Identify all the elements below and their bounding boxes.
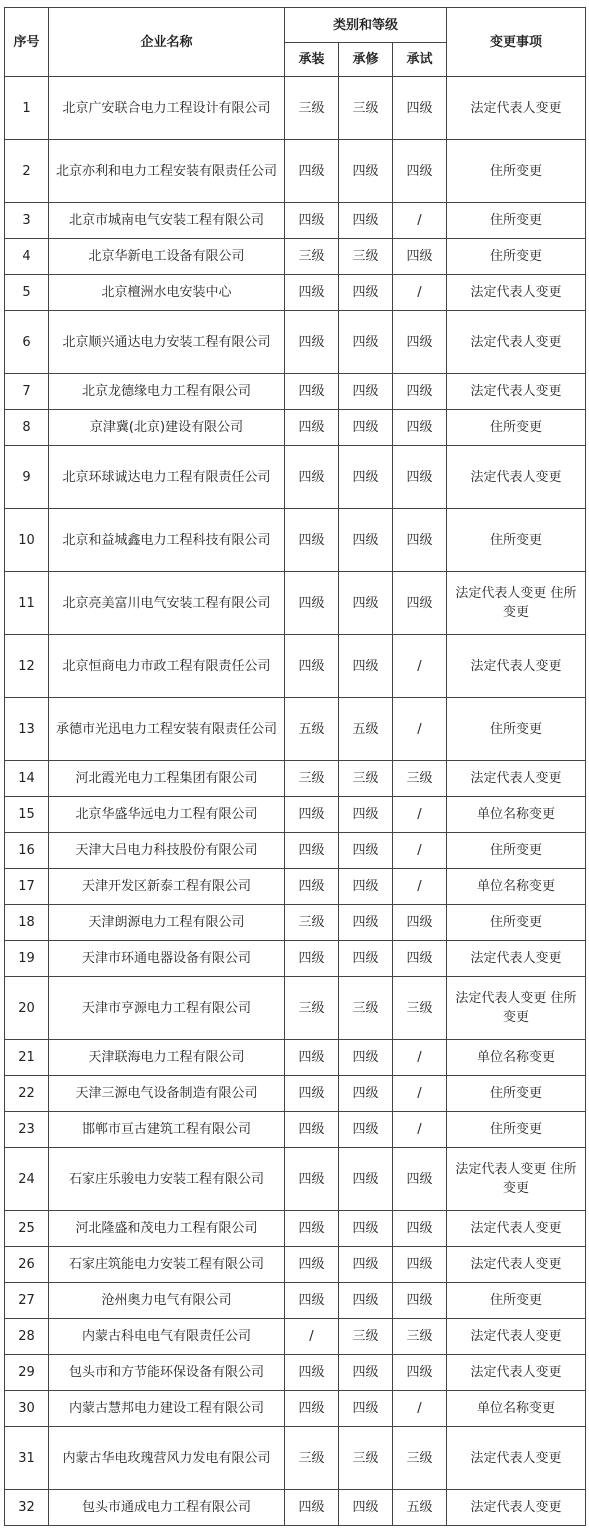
cell-repair: 四级 xyxy=(339,140,393,203)
table-row xyxy=(5,410,586,446)
cell-install: 四级 xyxy=(285,1076,339,1112)
table-row xyxy=(5,761,586,797)
table-row xyxy=(5,1148,586,1211)
cell-company: 天津三源电气设备制造有限公司 xyxy=(49,1076,285,1112)
cell-repair: 四级 xyxy=(339,572,393,635)
cell-repair: 四级 xyxy=(339,1490,393,1526)
header-test: 承试 xyxy=(393,43,447,77)
cell-install: 四级 xyxy=(285,1283,339,1319)
table-row xyxy=(5,1040,586,1076)
cell-company: 包头市和方节能环保设备有限公司 xyxy=(49,1355,285,1391)
cell-company: 北京恒商电力市政工程有限责任公司 xyxy=(49,635,285,698)
cell-no: 32 xyxy=(5,1490,49,1526)
cell-test: 四级 xyxy=(393,374,447,410)
cell-no: 2 xyxy=(5,140,49,203)
cell-install: 四级 xyxy=(285,635,339,698)
table-row xyxy=(5,905,586,941)
cell-repair: 四级 xyxy=(339,410,393,446)
cell-install: 四级 xyxy=(285,941,339,977)
cell-change: 单位名称变更 xyxy=(447,869,586,905)
cell-no: 7 xyxy=(5,374,49,410)
cell-no: 9 xyxy=(5,446,49,509)
cell-repair: 四级 xyxy=(339,1355,393,1391)
cell-test: 四级 xyxy=(393,509,447,572)
table-row xyxy=(5,698,586,761)
cell-install: 三级 xyxy=(285,239,339,275)
table-row xyxy=(5,941,586,977)
cell-repair: 四级 xyxy=(339,797,393,833)
cell-test: 四级 xyxy=(393,1247,447,1283)
cell-test: 四级 xyxy=(393,1283,447,1319)
cell-change: 住所变更 xyxy=(447,1112,586,1148)
cell-company: 北京亦利和电力工程安装有限责任公司 xyxy=(49,140,285,203)
cell-company: 内蒙古科电电气有限责任公司 xyxy=(49,1319,285,1355)
cell-company: 北京和益城鑫电力工程科技有限公司 xyxy=(49,509,285,572)
cell-no: 30 xyxy=(5,1391,49,1427)
table-row xyxy=(5,1490,586,1526)
cell-repair: 三级 xyxy=(339,977,393,1040)
cell-no: 25 xyxy=(5,1211,49,1247)
cell-change: 法定代表人变更 住所变更 xyxy=(447,977,586,1040)
table-row xyxy=(5,1283,586,1319)
cell-repair: 四级 xyxy=(339,1211,393,1247)
cell-install: 三级 xyxy=(285,1427,339,1490)
cell-change: 法定代表人变更 xyxy=(447,1319,586,1355)
cell-no: 19 xyxy=(5,941,49,977)
cell-change: 住所变更 xyxy=(447,1076,586,1112)
cell-test: / xyxy=(393,698,447,761)
cell-repair: 四级 xyxy=(339,905,393,941)
cell-repair: 五级 xyxy=(339,698,393,761)
cell-test: / xyxy=(393,797,447,833)
cell-install: 三级 xyxy=(285,761,339,797)
cell-no: 16 xyxy=(5,833,49,869)
header-no: 序号 xyxy=(5,8,49,77)
cell-test: 四级 xyxy=(393,446,447,509)
cell-repair: 三级 xyxy=(339,239,393,275)
cell-change: 法定代表人变更 xyxy=(447,1490,586,1526)
cell-install: 四级 xyxy=(285,833,339,869)
cell-company: 石家庄乐骏电力安装工程有限公司 xyxy=(49,1148,285,1211)
cell-no: 5 xyxy=(5,275,49,311)
cell-test: / xyxy=(393,1076,447,1112)
table-row xyxy=(5,1211,586,1247)
qualification-change-table xyxy=(4,7,586,1526)
cell-change: 法定代表人变更 xyxy=(447,1355,586,1391)
header-category-group: 类别和等级 xyxy=(285,8,447,43)
cell-test: 五级 xyxy=(393,1490,447,1526)
cell-install: 三级 xyxy=(285,905,339,941)
cell-no: 13 xyxy=(5,698,49,761)
table-row xyxy=(5,833,586,869)
cell-no: 1 xyxy=(5,77,49,140)
table-row xyxy=(5,1391,586,1427)
cell-change: 法定代表人变更 住所变更 xyxy=(447,572,586,635)
cell-install: 四级 xyxy=(285,509,339,572)
cell-change: 住所变更 xyxy=(447,833,586,869)
cell-company: 承德市光迅电力工程安装有限责任公司 xyxy=(49,698,285,761)
table-row xyxy=(5,275,586,311)
cell-company: 天津联海电力工程有限公司 xyxy=(49,1040,285,1076)
cell-test: 四级 xyxy=(393,905,447,941)
table-row xyxy=(5,1355,586,1391)
cell-no: 6 xyxy=(5,311,49,374)
cell-no: 12 xyxy=(5,635,49,698)
cell-change: 单位名称变更 xyxy=(447,1391,586,1427)
cell-test: 四级 xyxy=(393,1211,447,1247)
cell-no: 24 xyxy=(5,1148,49,1211)
cell-install: 四级 xyxy=(285,203,339,239)
table-row xyxy=(5,140,586,203)
cell-company: 北京亮美富川电气安装工程有限公司 xyxy=(49,572,285,635)
cell-no: 4 xyxy=(5,239,49,275)
cell-test: / xyxy=(393,203,447,239)
cell-test: 四级 xyxy=(393,239,447,275)
cell-test: / xyxy=(393,1391,447,1427)
table-row xyxy=(5,635,586,698)
cell-install: 四级 xyxy=(285,1112,339,1148)
cell-company: 北京华新电工设备有限公司 xyxy=(49,239,285,275)
cell-change: 法定代表人变更 xyxy=(447,1211,586,1247)
cell-company: 北京市城南电气安装工程有限公司 xyxy=(49,203,285,239)
cell-company: 北京广安联合电力工程设计有限公司 xyxy=(49,77,285,140)
table-row xyxy=(5,446,586,509)
cell-company: 北京环球诚达电力工程有限责任公司 xyxy=(49,446,285,509)
cell-no: 28 xyxy=(5,1319,49,1355)
cell-repair: 四级 xyxy=(339,509,393,572)
cell-repair: 四级 xyxy=(339,203,393,239)
table-row xyxy=(5,869,586,905)
cell-repair: 三级 xyxy=(339,77,393,140)
cell-change: 住所变更 xyxy=(447,140,586,203)
cell-company: 北京龙德缘电力工程有限公司 xyxy=(49,374,285,410)
cell-test: 四级 xyxy=(393,1355,447,1391)
cell-change: 住所变更 xyxy=(447,1283,586,1319)
table-row xyxy=(5,311,586,374)
cell-no: 31 xyxy=(5,1427,49,1490)
cell-test: / xyxy=(393,635,447,698)
cell-change: 法定代表人变更 xyxy=(447,446,586,509)
table-row xyxy=(5,239,586,275)
cell-repair: 四级 xyxy=(339,1391,393,1427)
cell-install: 四级 xyxy=(285,1211,339,1247)
cell-company: 北京华盛华远电力工程有限公司 xyxy=(49,797,285,833)
cell-repair: 四级 xyxy=(339,1283,393,1319)
cell-company: 内蒙古慧邦电力建设工程有限公司 xyxy=(49,1391,285,1427)
cell-company: 沧州奥力电气有限公司 xyxy=(49,1283,285,1319)
cell-repair: 四级 xyxy=(339,1040,393,1076)
cell-no: 20 xyxy=(5,977,49,1040)
cell-install: 四级 xyxy=(285,1391,339,1427)
cell-no: 27 xyxy=(5,1283,49,1319)
cell-change: 住所变更 xyxy=(447,239,586,275)
cell-company: 河北霞光电力工程集团有限公司 xyxy=(49,761,285,797)
header-change: 变更事项 xyxy=(447,8,586,77)
header-repair: 承修 xyxy=(339,43,393,77)
cell-company: 天津大吕电力科技股份有限公司 xyxy=(49,833,285,869)
cell-change: 住所变更 xyxy=(447,698,586,761)
header-install: 承装 xyxy=(285,43,339,77)
cell-install: 四级 xyxy=(285,1040,339,1076)
cell-repair: 四级 xyxy=(339,374,393,410)
cell-install: 四级 xyxy=(285,1490,339,1526)
cell-repair: 四级 xyxy=(339,311,393,374)
cell-repair: 四级 xyxy=(339,1076,393,1112)
cell-company: 内蒙古华电玫瑰营风力发电有限公司 xyxy=(49,1427,285,1490)
cell-repair: 四级 xyxy=(339,1112,393,1148)
table-row xyxy=(5,374,586,410)
cell-install: / xyxy=(285,1319,339,1355)
cell-change: 法定代表人变更 xyxy=(447,941,586,977)
cell-install: 四级 xyxy=(285,311,339,374)
cell-no: 17 xyxy=(5,869,49,905)
cell-no: 8 xyxy=(5,410,49,446)
table-row xyxy=(5,572,586,635)
cell-change: 住所变更 xyxy=(447,203,586,239)
cell-change: 住所变更 xyxy=(447,410,586,446)
table-row xyxy=(5,1076,586,1112)
cell-test: 三级 xyxy=(393,1319,447,1355)
table-row xyxy=(5,509,586,572)
cell-change: 法定代表人变更 xyxy=(447,635,586,698)
cell-test: 三级 xyxy=(393,977,447,1040)
table-row xyxy=(5,1319,586,1355)
cell-install: 三级 xyxy=(285,977,339,1040)
cell-company: 天津市亨源电力工程有限公司 xyxy=(49,977,285,1040)
cell-repair: 三级 xyxy=(339,761,393,797)
cell-company: 包头市通成电力工程有限公司 xyxy=(49,1490,285,1526)
cell-change: 法定代表人变更 住所变更 xyxy=(447,1148,586,1211)
cell-install: 四级 xyxy=(285,869,339,905)
cell-no: 3 xyxy=(5,203,49,239)
cell-test: 四级 xyxy=(393,941,447,977)
cell-test: 四级 xyxy=(393,311,447,374)
table-row xyxy=(5,797,586,833)
cell-install: 四级 xyxy=(285,1247,339,1283)
cell-company: 天津市环通电器设备有限公司 xyxy=(49,941,285,977)
cell-change: 法定代表人变更 xyxy=(447,275,586,311)
cell-install: 四级 xyxy=(285,572,339,635)
cell-no: 15 xyxy=(5,797,49,833)
cell-test: 四级 xyxy=(393,1148,447,1211)
cell-repair: 三级 xyxy=(339,1319,393,1355)
cell-test: 三级 xyxy=(393,761,447,797)
table-row xyxy=(5,77,586,140)
cell-repair: 四级 xyxy=(339,635,393,698)
cell-company: 北京顺兴通达电力安装工程有限公司 xyxy=(49,311,285,374)
cell-install: 四级 xyxy=(285,1148,339,1211)
cell-install: 四级 xyxy=(285,140,339,203)
cell-repair: 四级 xyxy=(339,941,393,977)
cell-company: 河北隆盛和茂电力工程有限公司 xyxy=(49,1211,285,1247)
cell-company: 天津朗源电力工程有限公司 xyxy=(49,905,285,941)
cell-no: 26 xyxy=(5,1247,49,1283)
cell-test: 三级 xyxy=(393,1427,447,1490)
cell-company: 天津开发区新泰工程有限公司 xyxy=(49,869,285,905)
cell-install: 四级 xyxy=(285,374,339,410)
table-body xyxy=(5,77,586,1526)
cell-company: 北京檀洲水电安装中心 xyxy=(49,275,285,311)
cell-change: 法定代表人变更 xyxy=(447,1427,586,1490)
cell-repair: 四级 xyxy=(339,275,393,311)
cell-company: 石家庄筑能电力安装工程有限公司 xyxy=(49,1247,285,1283)
cell-no: 11 xyxy=(5,572,49,635)
cell-no: 29 xyxy=(5,1355,49,1391)
table-row xyxy=(5,1112,586,1148)
cell-change: 法定代表人变更 xyxy=(447,1247,586,1283)
cell-test: 四级 xyxy=(393,572,447,635)
header-company: 企业名称 xyxy=(49,8,285,77)
cell-company: 邯郸市亘古建筑工程有限公司 xyxy=(49,1112,285,1148)
cell-install: 三级 xyxy=(285,77,339,140)
cell-test: / xyxy=(393,275,447,311)
cell-no: 10 xyxy=(5,509,49,572)
cell-change: 住所变更 xyxy=(447,509,586,572)
cell-repair: 四级 xyxy=(339,446,393,509)
table-row xyxy=(5,203,586,239)
cell-test: / xyxy=(393,869,447,905)
table-row xyxy=(5,977,586,1040)
cell-no: 21 xyxy=(5,1040,49,1076)
cell-change: 法定代表人变更 xyxy=(447,761,586,797)
cell-test: 四级 xyxy=(393,410,447,446)
cell-install: 四级 xyxy=(285,410,339,446)
cell-change: 法定代表人变更 xyxy=(447,311,586,374)
cell-company: 京津冀(北京)建设有限公司 xyxy=(49,410,285,446)
cell-install: 五级 xyxy=(285,698,339,761)
header-row-top xyxy=(5,8,586,43)
cell-test: / xyxy=(393,1112,447,1148)
cell-change: 单位名称变更 xyxy=(447,1040,586,1076)
cell-no: 23 xyxy=(5,1112,49,1148)
cell-install: 四级 xyxy=(285,797,339,833)
cell-no: 14 xyxy=(5,761,49,797)
cell-test: / xyxy=(393,833,447,869)
cell-repair: 四级 xyxy=(339,1247,393,1283)
cell-no: 22 xyxy=(5,1076,49,1112)
cell-change: 法定代表人变更 xyxy=(447,77,586,140)
cell-change: 住所变更 xyxy=(447,905,586,941)
cell-repair: 三级 xyxy=(339,1427,393,1490)
cell-install: 四级 xyxy=(285,1355,339,1391)
cell-no: 18 xyxy=(5,905,49,941)
cell-install: 四级 xyxy=(285,446,339,509)
cell-repair: 四级 xyxy=(339,833,393,869)
cell-test: 四级 xyxy=(393,140,447,203)
cell-change: 法定代表人变更 xyxy=(447,374,586,410)
table-row xyxy=(5,1427,586,1490)
cell-test: 四级 xyxy=(393,77,447,140)
cell-change: 单位名称变更 xyxy=(447,797,586,833)
cell-repair: 四级 xyxy=(339,869,393,905)
table-row xyxy=(5,1247,586,1283)
cell-install: 四级 xyxy=(285,275,339,311)
cell-repair: 四级 xyxy=(339,1148,393,1211)
cell-test: / xyxy=(393,1040,447,1076)
